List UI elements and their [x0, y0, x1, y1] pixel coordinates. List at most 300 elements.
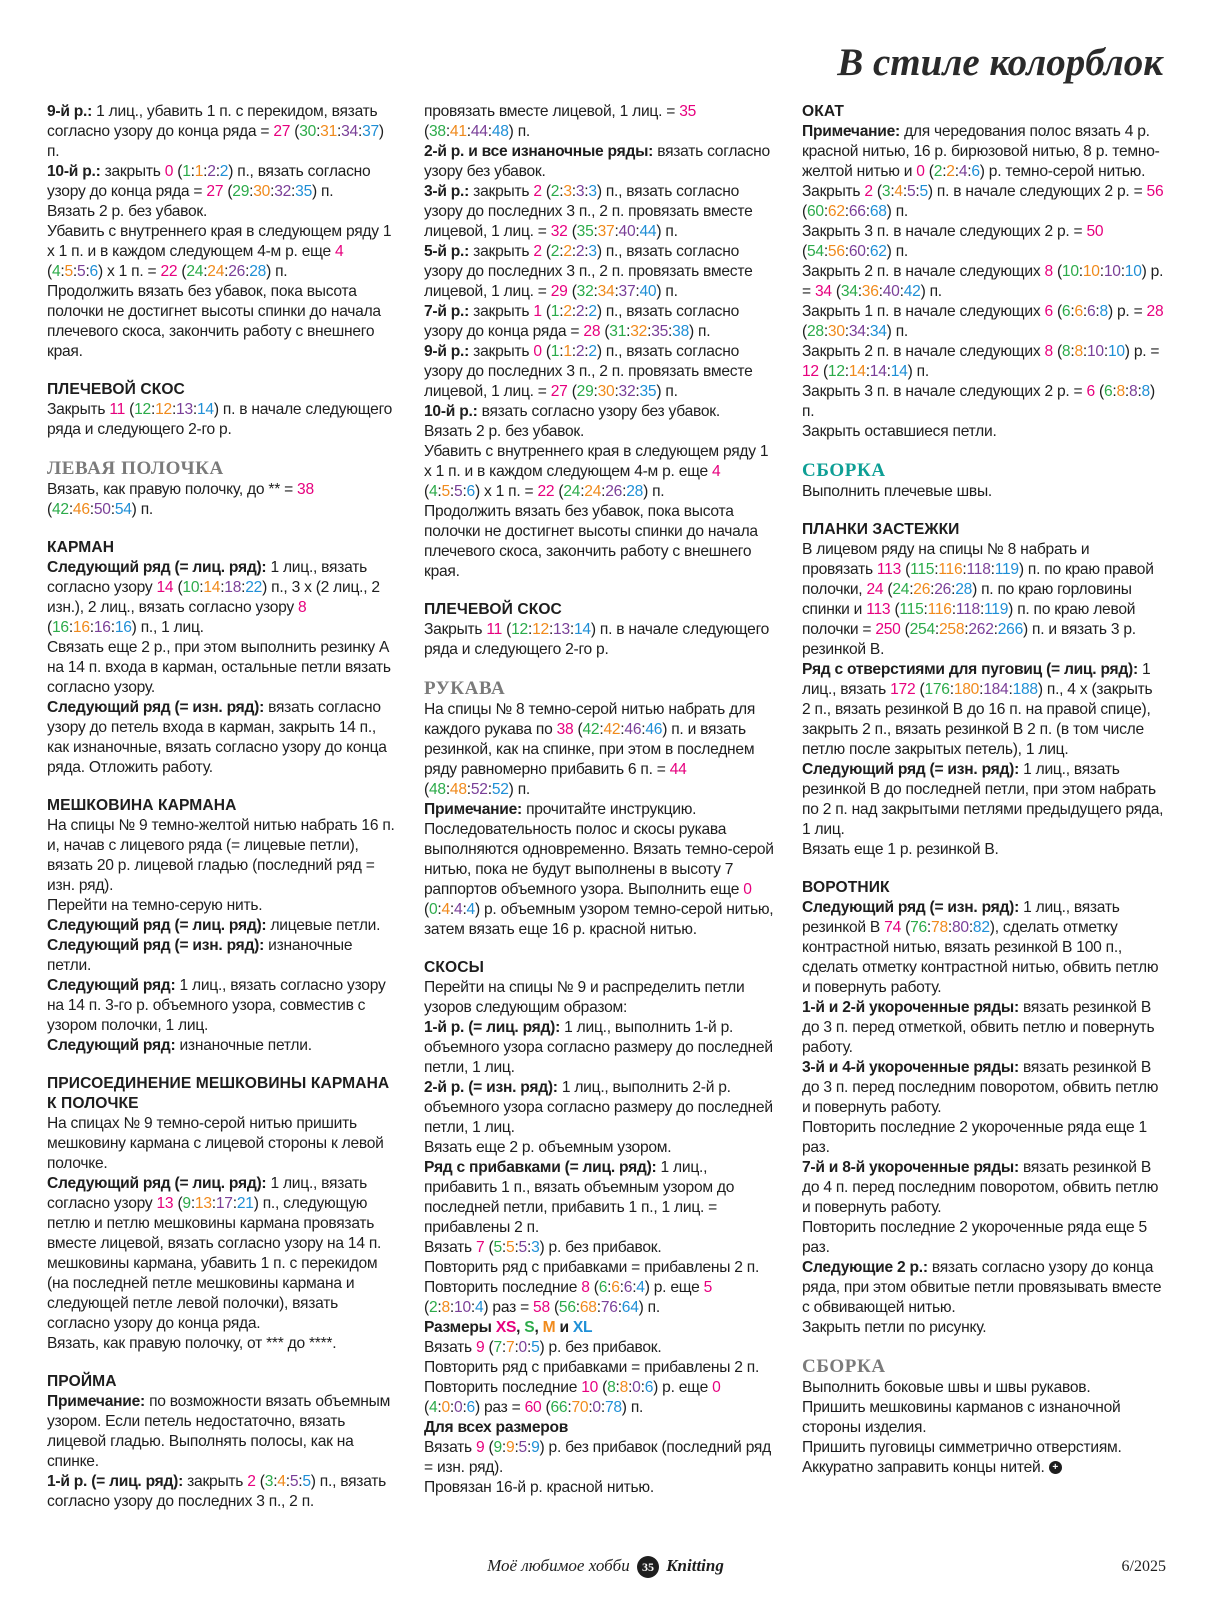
bold-label: Следующий ряд (= лиц. ряд):: [47, 1175, 267, 1192]
size-value: 2: [207, 163, 216, 180]
instruction-paragraph: 10-й р.: вязать согласно узору без убавок.: [424, 403, 720, 420]
size-value: 1: [194, 163, 204, 180]
size-value: 9: [531, 1439, 540, 1456]
footer: [0, 1556, 1211, 1578]
bold-label: 9-й р.:: [47, 103, 93, 120]
size-value: 5: [703, 1279, 713, 1296]
size-value: 0: [441, 1399, 450, 1416]
size-value: 13: [176, 401, 193, 418]
instruction-paragraph: Следующий ряд (= лиц. ряд): лицевые петли.: [47, 917, 381, 934]
bold-label: Следующий ряд:: [47, 1037, 176, 1054]
size-value: 11: [486, 621, 503, 638]
size-value: 8: [1116, 383, 1125, 400]
size-value: 2: [864, 183, 873, 200]
size-value: 262: [968, 621, 994, 638]
sizes-label: Размеры: [424, 1319, 496, 1336]
instruction-paragraph: Следующий ряд (= изн. ряд): 1 лиц., вязать резинкой В 74 (76:78:80:82), сделать отметку контрастной нитью, вязать резинкой В 100 п., сделать отметку контрастной нитью, обвить петлю и повернуть работу.: [802, 899, 1159, 996]
size-value: 35: [651, 323, 669, 340]
instruction-paragraph: Повторить последние 8 (6:6:6:4) р. еще 5 (2:8:10:4) раз = 58 (56:68:76:64) п.: [424, 1279, 713, 1316]
size-value: 2: [219, 163, 229, 180]
size-value: 12: [532, 621, 549, 638]
text-column-2: [424, 102, 774, 1498]
instruction-paragraph: [424, 1418, 774, 1438]
bold-label: Примечание:: [802, 123, 900, 140]
instruction-paragraph: Следующий ряд (= изн. ряд): 1 лиц., вязать резинкой В до последней петли, при этом набрать по 2 п. над закрытыми петлями предыдущего ряда, 1 лиц.: [802, 761, 1164, 838]
chapter-heading: СБОРКА: [802, 460, 886, 481]
text-column-3: [802, 102, 1164, 1478]
size-label: M: [542, 1319, 556, 1336]
size-value: 78: [931, 919, 948, 936]
size-value: 5: [289, 1473, 299, 1490]
size-value: 116: [927, 601, 952, 618]
section-heading: КАРМАН: [47, 539, 115, 556]
bold-label: Следующий ряд (= лиц. ряд):: [47, 559, 267, 576]
size-value: 6: [971, 163, 980, 180]
size-value: 14: [573, 621, 591, 638]
instruction-paragraph: 7-й и 8-й укороченные ряды: вязать резинкой В до 4 п. перед последним поворотом, обвить петлю и повернуть работу.: [802, 1159, 1159, 1216]
size-value: 4: [712, 463, 721, 480]
size-value: 35: [639, 383, 657, 400]
instruction-paragraph: Вязать 9 (7:7:0:5) р. без прибавок.: [424, 1339, 662, 1356]
size-value: 12: [134, 401, 151, 418]
size-value: 6: [89, 263, 98, 280]
size-value: 28: [583, 323, 601, 340]
instruction-paragraph: Перейти на темно-серую нить.: [47, 897, 263, 914]
size-value: 113: [866, 601, 891, 618]
size-value: 40: [618, 223, 636, 240]
instruction-paragraph: Вязать, как правую полочку, от *** до ****.: [47, 1335, 337, 1352]
size-value: 5: [506, 1239, 515, 1256]
size-value: 46: [624, 721, 642, 738]
size-value: 60: [524, 1399, 542, 1416]
size-value: 16: [114, 619, 132, 636]
size-value: 0: [454, 1399, 463, 1416]
size-value: 66: [848, 203, 866, 220]
size-value: 8: [298, 599, 307, 616]
size-value: 29: [232, 183, 250, 200]
size-value: 76: [600, 1299, 618, 1316]
size-value: 5: [441, 483, 450, 500]
size-value: 29: [550, 283, 568, 300]
size-value: 6: [598, 1279, 608, 1296]
size-value: 31: [609, 323, 627, 340]
size-value: 42: [903, 283, 921, 300]
size-value: 14: [890, 363, 908, 380]
instruction-paragraph: Выполнить плечевые швы.: [802, 483, 992, 500]
size-value: 14: [203, 579, 221, 596]
size-value: 70: [571, 1399, 589, 1416]
size-value: 4: [466, 901, 475, 918]
size-value: 2: [428, 1299, 438, 1316]
size-value: 41: [449, 123, 467, 140]
size-value: 32: [618, 383, 636, 400]
size-value: 4: [894, 183, 903, 200]
size-value: 22: [245, 579, 263, 596]
size-value: 250: [875, 621, 901, 638]
size-value: 34: [341, 123, 358, 140]
size-value: 14: [869, 363, 887, 380]
size-value: 24: [563, 483, 581, 500]
instruction-paragraph: Вязать 2 р. без убавок.: [424, 423, 585, 440]
size-value: 14: [196, 401, 214, 418]
size-value: 50: [93, 501, 111, 518]
size-value: 60: [848, 243, 866, 260]
size-value: 9: [506, 1439, 515, 1456]
size-value: 3: [881, 183, 891, 200]
size-value: 0: [592, 1399, 601, 1416]
size-value: 48: [491, 123, 509, 140]
section-heading: ОКАТ: [802, 103, 845, 120]
size-value: 8: [581, 1279, 590, 1296]
section-heading: СКОСЫ: [424, 959, 484, 976]
size-value: 12: [511, 621, 528, 638]
size-value: 6: [1086, 383, 1095, 400]
size-value: 8: [1099, 303, 1108, 320]
brand-name: Knitting: [666, 1556, 724, 1575]
size-value: 37: [362, 123, 379, 140]
size-value: 80: [951, 919, 969, 936]
instruction-paragraph: Примечание: прочитайте инструкцию. Последовательность полос и скосы рукава выполняются одновременно. Вязать темно-серой нитью, пока не будут выполнены в высоту 7 раппортов объемного узора. Выполнить еще 0 (0:4:4:4) р. объемным узором темно-серой нитью, затем вязать еще 16 р. красной нитью.: [424, 801, 774, 938]
size-value: 16: [51, 619, 69, 636]
instruction-paragraph: 1-й р. (= лиц. ряд): закрыть 2 (3:4:5:5) п., вязать согласно узору до последних 3 п., 2 п.: [47, 1473, 387, 1510]
page-title: В стиле колорблок: [837, 41, 1163, 84]
size-value: 13: [156, 1195, 174, 1212]
size-value: 0: [164, 163, 174, 180]
instruction-paragraph: Закрыть 3 п. в начале следующих 2 р. = 50 (54:56:60:62) п.: [802, 223, 1104, 260]
size-value: 119: [984, 601, 1009, 618]
size-value: 38: [428, 123, 446, 140]
size-value: 7: [476, 1239, 485, 1256]
instruction-paragraph: Закрыть петли по рисунку.: [802, 1319, 987, 1336]
size-value: 62: [827, 203, 845, 220]
instruction-paragraph: Убавить с внутреннего края в следующем ряду 1 х 1 п. и в каждом следующем 4-м р. еще 4 (4:5:5:6) х 1 п. = 22 (24:24:26:28) п.: [424, 443, 769, 500]
size-value: 34: [814, 283, 832, 300]
bold-label: 10-й р.:: [47, 163, 101, 180]
size-value: 8: [1074, 343, 1083, 360]
size-value: 10: [1124, 263, 1142, 280]
instruction-paragraph: Убавить с внутреннего края в следующем ряду 1 х 1 п. и в каждом следующем 4-м р. еще 4 (4:5:5:6) х 1 п. = 22 (24:24:26:28) п.: [47, 223, 392, 280]
size-value: 258: [939, 621, 965, 638]
bold-label: Ряд с прибавками (= лиц. ряд):: [424, 1159, 657, 1176]
size-value: 2: [946, 163, 955, 180]
bold-label: Для всех размеров: [424, 1419, 569, 1436]
size-value: 66: [550, 1399, 568, 1416]
size-value: 18: [224, 579, 242, 596]
bold-label: 2-й р. (= изн. ряд):: [424, 1079, 558, 1096]
size-value: 37: [618, 283, 636, 300]
size-value: 5: [493, 1239, 502, 1256]
size-value: 5: [64, 263, 73, 280]
size-value: 3: [264, 1473, 274, 1490]
size-label: S: [524, 1319, 535, 1336]
size-value: 113: [876, 561, 902, 578]
instruction-paragraph: Повторить последние 2 укороченные ряда еще 5 раз.: [802, 1219, 1147, 1256]
size-value: 26: [228, 263, 246, 280]
size-value: 48: [449, 781, 467, 798]
size-value: 76: [910, 919, 927, 936]
size-value: 5: [518, 1439, 527, 1456]
instruction-paragraph: Следующий ряд: 1 лиц., вязать согласно узору на 14 п. 3-го р. объемного узора, совместив с узором полочки, 1 лиц.: [47, 977, 386, 1034]
instruction-paragraph: 5-й р.: закрыть 2 (2:2:2:3) п., вязать согласно узору до последних 3 п., 2 п. провязать вместе лицевой, 1 лиц. = 29 (32:34:37:40) п.: [424, 243, 753, 300]
bold-label: 2-й р. и все изнаночные ряды:: [424, 143, 654, 160]
size-value: 10: [581, 1379, 599, 1396]
bold-label: 7-й и 8-й укороченные ряды:: [802, 1159, 1019, 1176]
size-value: 11: [109, 401, 126, 418]
bold-label: Примечание:: [424, 801, 522, 818]
instruction-paragraph: Повторить последние 2 укороченные ряда еще 1 раз.: [802, 1119, 1147, 1156]
bold-label: 3-й и 4-й укороченные ряды:: [802, 1059, 1019, 1076]
instruction-paragraph: 3-й р.: закрыть 2 (2:3:3:3) п., вязать согласно узору до последних 3 п., 2 п. провязать вместе лицевой, 1 лиц. = 32 (35:37:40:44) п.: [424, 183, 753, 240]
size-value: 78: [604, 1399, 622, 1416]
size-value: 56: [827, 243, 845, 260]
instruction-paragraph: На спицы № 9 темно-желтой нитью набрать 16 п. и, начав с лицевого ряда (= лицевые петли), вязать 20 р. лицевой гладью (последний ряд = изн. ряд).: [47, 817, 395, 894]
bold-label: Следующий ряд (= изн. ряд):: [47, 937, 265, 954]
size-value: 28: [626, 483, 644, 500]
size-value: 56: [558, 1299, 576, 1316]
size-value: 68: [869, 203, 887, 220]
instruction-paragraph: 3-й и 4-й укороченные ряды: вязать резинкой В до 3 п. перед последним поворотом, обвить петлю и повернуть работу.: [802, 1059, 1159, 1116]
size-value: 0: [743, 881, 752, 898]
size-value: 12: [827, 363, 845, 380]
size-value: 16: [93, 619, 111, 636]
size-value: 54: [114, 501, 132, 518]
size-value: 26: [913, 581, 931, 598]
bold-label: 10-й р.:: [424, 403, 478, 420]
instruction-paragraph: Вязать, как правую полочку, до ** = 38 (42:46:50:54) п.: [47, 481, 314, 518]
size-value: 8: [1044, 263, 1053, 280]
size-value: 6: [466, 1399, 475, 1416]
size-value: 3: [575, 183, 585, 200]
chapter-heading: ЛЕВАЯ ПОЛОЧКА: [47, 458, 224, 479]
issue-number: 6/2025: [1121, 1558, 1166, 1575]
size-value: 1: [533, 303, 542, 320]
size-value: 4: [335, 243, 344, 260]
size-value: 3: [588, 243, 597, 260]
instruction-paragraph: 7-й р.: закрыть 1 (1:2:2:2) п., вязать согласно узору до конца ряда = 28 (31:32:35:38) п.: [424, 303, 740, 340]
size-value: 10: [1107, 343, 1125, 360]
size-value: 24: [866, 581, 884, 598]
instruction-paragraph: Закрыть оставшиеся петли.: [802, 423, 997, 440]
bold-label: 9-й р.:: [424, 343, 470, 360]
instruction-paragraph: Вязать 7 (5:5:5:3) р. без прибавок.: [424, 1239, 662, 1256]
size-value: 6: [1086, 303, 1096, 320]
size-value: 26: [605, 483, 623, 500]
size-value: 30: [299, 123, 317, 140]
bold-label: Следующий ряд (= изн. ряд):: [802, 899, 1020, 916]
instruction-paragraph: На спицах № 9 темно-серой нитью пришить мешковину кармана с лицевой стороны к левой полочке.: [47, 1115, 384, 1172]
instruction-paragraph: Вязать еще 2 р. объемным узором.: [424, 1139, 672, 1156]
size-value: 5: [531, 1339, 540, 1356]
size-value: 27: [206, 183, 224, 200]
size-value: 2: [933, 163, 943, 180]
instruction-paragraph: Следующий ряд (= изн. ряд): вязать согласно узору до петель входа в карман, закрыть 14 п., как изнаночные, вязать согласно узору до конца ряда. Отложить работу.: [47, 699, 387, 776]
size-value: 2: [533, 183, 542, 200]
size-value: 48: [428, 781, 446, 798]
size-value: 56: [1146, 183, 1164, 200]
size-value: 266: [997, 621, 1024, 638]
instruction-paragraph: В лицевом ряду на спицы № 8 набрать и провязать 113 (115:116:118:119) п. по краю правой полочки, 24 (24:26:26:28) п. по краю горловины спинки и 113 (115:116:118:119) п. по краю левой полочки = 250 (254:258:262:266) п. и вязать 3 р. резинкой В.: [802, 541, 1154, 658]
size-value: 8: [1129, 383, 1138, 400]
size-value: 38: [556, 721, 574, 738]
instruction-paragraph: Продолжить вязать без убавок, пока высота полочки не достигнет высоты спинки до начала плечевого скоса, закончить работу с внешнего края.: [424, 503, 758, 580]
instruction-paragraph: Пришить пуговицы симметрично отверстиям. Аккуратно заправить концы нитей. +: [802, 1439, 1122, 1476]
bold-label: 5-й р.:: [424, 243, 470, 260]
bold-label: 1-й и 2-й укороченные ряды:: [802, 999, 1019, 1016]
size-value: 0: [518, 1339, 527, 1356]
size-value: 27: [550, 383, 568, 400]
instruction-paragraph: Вязать 2 р. без убавок.: [47, 203, 208, 220]
instruction-paragraph: Пришить мешковины карманов с изнаночной стороны изделия.: [802, 1399, 1121, 1436]
size-value: 38: [297, 481, 314, 498]
size-value: 17: [215, 1195, 233, 1212]
size-value: 30: [597, 383, 615, 400]
size-value: 24: [207, 263, 225, 280]
size-value: 0: [712, 1379, 721, 1396]
bold-label: Следующий ряд (= лиц. ряд):: [47, 917, 267, 934]
size-value: 28: [249, 263, 267, 280]
bold-label: Следующий ряд (= изн. ряд):: [47, 699, 265, 716]
size-value: 82: [972, 919, 990, 936]
size-value: 2: [533, 243, 542, 260]
size-value: 6: [1074, 303, 1083, 320]
section-heading: ВОРОТНИК: [802, 879, 890, 896]
size-value: 119: [994, 561, 1019, 578]
size-value: 118: [966, 561, 991, 578]
size-value: 12: [155, 401, 172, 418]
size-value: 176: [924, 681, 950, 698]
size-value: 32: [550, 223, 568, 240]
bold-label: Следующий ряд:: [47, 977, 176, 994]
size-value: 2: [563, 243, 572, 260]
section-heading: ПЛАНКИ ЗАСТЕЖКИ: [802, 521, 960, 538]
size-value: 5: [77, 263, 86, 280]
size-value: 34: [848, 323, 866, 340]
size-value: 8: [1044, 343, 1053, 360]
size-value: 34: [597, 283, 615, 300]
instruction-paragraph: Связать еще 2 р., при этом выполнить резинку А на 14 п. входа в карман, остальные петли вязать согласно узору.: [47, 639, 391, 696]
size-value: 13: [194, 1195, 212, 1212]
size-value: 6: [1061, 303, 1071, 320]
bold-label: Ряд с отверстиями для пуговиц (= лиц. ряд):: [802, 661, 1138, 678]
section-heading: ПРОЙМА: [47, 1373, 117, 1390]
size-value: 38: [672, 323, 689, 340]
instruction-paragraph: Следующий ряд: изнаночные петли.: [47, 1037, 312, 1054]
instruction-paragraph: Закрыть 2 (3:4:5:5) п. в начале следующих 2 р. = 56 (60:62:66:68) п.: [802, 183, 1164, 220]
magazine-name: Моё любимое хобби: [487, 1556, 630, 1575]
size-value: 7: [493, 1339, 502, 1356]
size-value: 37: [597, 223, 615, 240]
instruction-paragraph: Следующие 2 р.: вязать согласно узору до конца ряда, при этом обвитые петли провязывать вместе с обвивающей нитью.: [802, 1259, 1162, 1316]
bold-label: Следующий ряд (= изн. ряд):: [802, 761, 1020, 778]
size-value: 34: [840, 283, 858, 300]
size-value: 180: [953, 681, 980, 698]
instruction-paragraph: Следующий ряд (= лиц. ряд): 1 лиц., вязать согласно узору 13 (9:13:17:21) п., следующую петлю и петлю мешковины кармана провязать вместе лицевой, вязать согласно узору на 14 п. мешковины кармана, убавить 1 п. с перекидом (на последней петле мешковины кармана и следующей петле левой полочки), вязать согласно узору до конца ряда.: [47, 1175, 382, 1332]
size-value: 1: [550, 303, 560, 320]
bold-label: 3-й р.:: [424, 183, 470, 200]
size-value: 10: [1103, 263, 1121, 280]
size-value: 32: [576, 283, 594, 300]
size-value: 4: [441, 901, 450, 918]
size-value: 0: [632, 1379, 641, 1396]
size-value: 2: [588, 343, 597, 360]
size-value: 0: [533, 343, 542, 360]
size-value: 2: [588, 303, 597, 320]
instruction-paragraph: Примечание: для чередования полос вязать 4 р. красной нитью, 16 р. бирюзовой нитью, 8 р. темно-желтой нитью и 0 (2:2:4:6) р. темно-серой нитью.: [802, 123, 1160, 180]
size-value: 5: [454, 483, 463, 500]
size-value: 35: [295, 183, 312, 200]
chapter-heading: СБОРКА: [802, 1356, 886, 1377]
size-value: 24: [584, 483, 602, 500]
size-value: 0: [428, 901, 438, 918]
page-number: 35: [637, 1556, 659, 1578]
size-value: 2: [550, 183, 560, 200]
size-value: 2: [575, 243, 585, 260]
size-value: 14: [156, 579, 174, 596]
size-value: 52: [491, 781, 509, 798]
size-value: 3: [563, 183, 572, 200]
size-value: 6: [1044, 303, 1053, 320]
size-value: 64: [621, 1299, 639, 1316]
size-value: 5: [906, 183, 916, 200]
section-heading: ПЛЕЧЕВОЙ СКОС: [424, 601, 562, 618]
size-value: 44: [470, 123, 488, 140]
bold-label: 1-й р. (= лиц. ряд):: [424, 1019, 561, 1036]
size-value: 172: [890, 681, 916, 698]
size-value: 8: [607, 1379, 616, 1396]
size-value: 10: [1061, 263, 1079, 280]
size-value: 30: [253, 183, 271, 200]
size-value: 116: [938, 561, 963, 578]
instruction-paragraph: Следующий ряд (= лиц. ряд): 1 лиц., вязать согласно узору 14 (10:14:18:22) п., 3 х (2 лиц., 2 изн.), 2 лиц., вязать согласно узору 8 (16:16:16:16) п., 1 лиц.: [47, 559, 380, 636]
size-value: 31: [320, 123, 338, 140]
size-value: 115: [910, 561, 935, 578]
size-value: 28: [1146, 303, 1164, 320]
size-value: 44: [639, 223, 657, 240]
instruction-paragraph: Закрыть 11 (12:12:13:14) п. в начале следующего ряда и следующего 2-го р.: [424, 621, 770, 658]
size-value: 6: [1103, 383, 1113, 400]
size-value: 12: [802, 363, 819, 380]
size-value: 5: [302, 1473, 311, 1490]
instruction-paragraph: Повторить последние 10 (8:8:0:6) р. еще 0 (4:0:0:6) раз = 60 (66:70:0:78) п.: [424, 1379, 721, 1416]
size-value: 2: [575, 343, 585, 360]
size-value: 8: [1141, 383, 1150, 400]
size-value: 4: [454, 901, 463, 918]
size-value: 22: [537, 483, 555, 500]
size-value: 27: [273, 123, 291, 140]
instruction-paragraph: Закрыть 11 (12:12:13:14) п. в начале следующего ряда и следующего 2-го р.: [47, 401, 393, 438]
size-value: 42: [603, 721, 621, 738]
size-value: 60: [806, 203, 824, 220]
size-value: 14: [848, 363, 866, 380]
size-value: 9: [493, 1439, 502, 1456]
instruction-paragraph: Продолжить вязать без убавок, пока высота полочки не достигнет высоты спинки до начала плечевого скоса, закончить работу с внешнего края.: [47, 283, 381, 360]
size-value: 6: [623, 1279, 633, 1296]
size-value: 36: [861, 283, 879, 300]
size-value: 30: [827, 323, 845, 340]
size-value: 9: [476, 1339, 485, 1356]
instruction-paragraph: Закрыть 1 п. в начале следующих 6 (6:6:6:8) р. = 28 (28:30:34:34) п.: [802, 303, 1164, 340]
sizes-line: Размеры XS, S, M и XL: [424, 1319, 593, 1336]
section-heading: ПЛЕЧЕВОЙ СКОС: [47, 381, 185, 398]
bold-label: Примечание:: [47, 1393, 145, 1410]
size-value: 68: [579, 1299, 597, 1316]
bold-label: 1-й р. (= лиц. ряд):: [47, 1473, 184, 1490]
size-value: 5: [518, 1239, 527, 1256]
size-value: 16: [72, 619, 90, 636]
bold-label: Следующие 2 р.:: [802, 1259, 928, 1276]
size-value: 29: [576, 383, 594, 400]
size-value: 2: [550, 243, 560, 260]
